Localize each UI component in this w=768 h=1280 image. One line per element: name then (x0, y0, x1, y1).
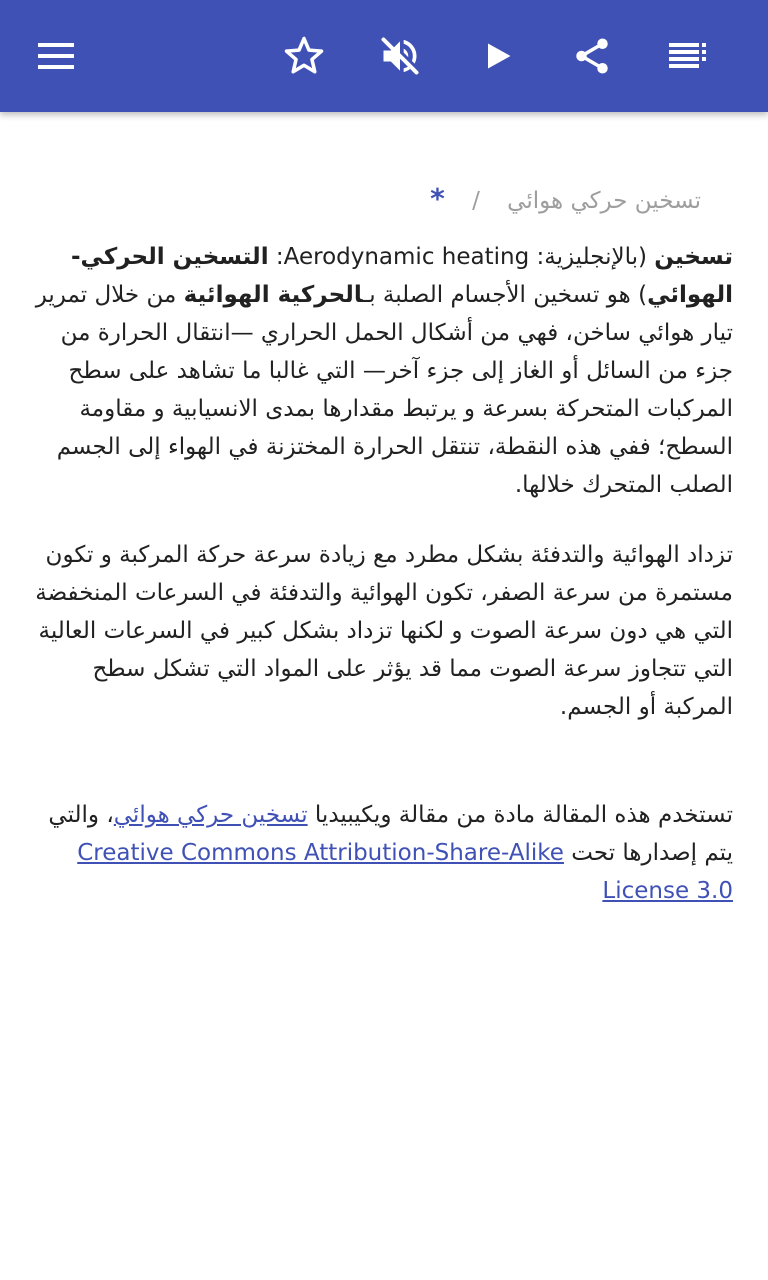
text-span: ) هو تسخين الأجسام الصلبة بـ (362, 282, 648, 308)
toc-icon[interactable] (660, 28, 716, 84)
breadcrumb-separator: / (472, 188, 480, 214)
app-bar (0, 0, 768, 112)
english-term: Aerodynamic heating (283, 244, 530, 270)
article-content (33, 112, 733, 910)
license-link[interactable]: Creative Commons Attribution-Share-Alike License 3.0 (77, 840, 733, 904)
star-icon[interactable] (276, 28, 332, 84)
attribution-notice (33, 796, 733, 910)
wikipedia-article-link[interactable]: تسخين حركي هوائي (113, 802, 308, 828)
menu-icon[interactable] (28, 28, 84, 84)
article-paragraph-1 (33, 238, 733, 504)
breadcrumb-current: تسخين حركي هوائي (507, 188, 701, 214)
text-span: تستخدم هذه المقالة مادة من مقالة ويكيبيديا (307, 802, 733, 828)
arabic-term: التسخين الحركي-الهوائي (71, 244, 733, 308)
text-span: : (268, 244, 284, 270)
article-term: تسخين (654, 244, 733, 270)
text-span: ، والتي يتم إصدارها تحت (48, 802, 733, 866)
article-paragraph-2: تزداد الهوائية والتدفئة بشكل مطرد مع زيادة سرعة حركة المركبة و تكون مستمرة من سرعة الصفر، تكون الهوائية والتدفئة في السرعات المنخفضة التي هي دون سرعة الصوت و لكنها تزداد بشكل كبير في السرعات العالية التي تتجاوز سرعة الصوت مما قد يؤثر على المواد التي تشكل سطح المركبة أو الجسم. (35, 542, 733, 720)
bold-term: الحركية الهوائية (183, 282, 363, 308)
volume-off-icon[interactable] (372, 28, 428, 84)
share-icon[interactable] (564, 28, 620, 84)
breadcrumb-home-link[interactable]: * (430, 182, 445, 215)
text-span: من خلال تمرير تيار هوائي ساخن، فهي من أشكال الحمل الحراري —انتقال الحرارة من جزء من السائل أو الغاز إلى جزء آخر— التي غالبا ما تشاهد على سطح المركبات المتحركة بسرعة و يرتبط مقدارها بمدى الانسيابية و مقاومة السطح؛ ففي هذه النقطة، تنتقل الحرارة المختزنة في الهواء إلى الجسم الصلب المتحرك خلالها. (35, 282, 733, 498)
breadcrumb (33, 182, 733, 222)
text-span: (بالإنجليزية: (529, 244, 655, 270)
play-icon[interactable] (470, 28, 526, 84)
